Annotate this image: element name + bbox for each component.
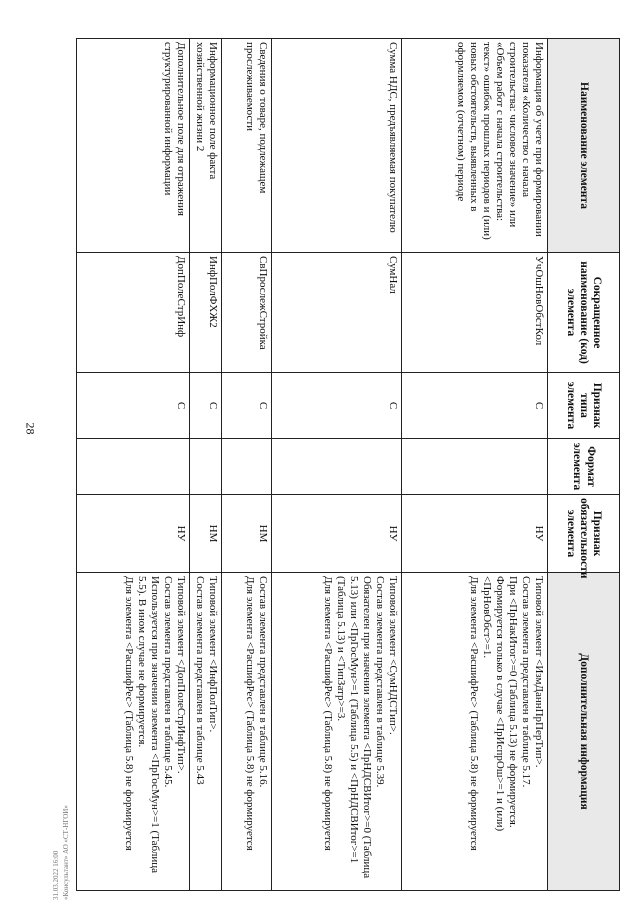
info-line: Для элемента <РасшифРес> (Таблица 5.8) не формируется [244, 576, 257, 851]
info-line: Состав элемента представлен в таблице 5.16. [257, 576, 269, 788]
cell-required-flag: НМ [222, 495, 272, 573]
cell-element-name: Информационное поле факта хозяйственной жизни 2 [190, 39, 222, 253]
page-number: 28 [23, 422, 38, 434]
cell-element-type: С [402, 373, 548, 439]
cell-element-format [222, 439, 272, 495]
footer-stamp [52, 760, 112, 900]
info-line: Используется при значении элемента <ПрГосМун>=1 (Таблица 5.5). В ином случае не формируется. [136, 576, 162, 873]
table-row [402, 39, 548, 891]
table-row [190, 39, 222, 891]
cell-additional-info [190, 573, 222, 891]
cell-element-name: Информация об учете при формировании показателя «Количество с начала строительства: числовое значение» или «Объем работ с начала строительства: текст» ошибок прошлых периодов и (или) новых обстоятельств, выявленных в оформляемом (отчетном) периоде [402, 39, 548, 253]
cell-element-name: Сведения о товаре, подлежащем прослеживаемости [222, 39, 272, 253]
info-line: Состав элемента представлен в таблице 5.17. [520, 576, 533, 788]
header-element-type: Признак типа элемента [548, 373, 620, 439]
elements-table [76, 38, 620, 891]
cell-element-type: С [272, 373, 402, 439]
footer-timestamp: 31.03.2022 16:00 [52, 850, 60, 900]
info-line: Для элемента <РасшифРес> (Таблица 5.8) не формируется [123, 576, 136, 851]
cell-element-format [77, 439, 190, 495]
header-short-code: Сокращенное наименование (код) элемента [548, 253, 620, 373]
cell-required-flag: НУ [272, 495, 402, 573]
info-line: Типовой элемент <ИнфПолТип>. [207, 576, 219, 733]
info-line: При <ПрНакИтог>=0 (Таблица 5.13) не формируется. [507, 576, 520, 828]
cell-short-code: ДопПолеСтрИнф [77, 253, 190, 373]
table-header-row [548, 39, 620, 891]
cell-additional-info [272, 573, 402, 891]
info-line: Для элемента <РасшифРес> (Таблица 5.8) не формируется [322, 576, 335, 851]
cell-element-format [402, 439, 548, 495]
info-line: Обязателен при значении элемента <ПрНДСВИтог>=0 (Таблица 5.13) или <ПрГосМун>=1 (Таблица 5.5) и <ПрНДСВИтог>=1 (Таблица 5.13) и <ТипЗатр>=3. [335, 576, 374, 879]
info-line: Типовой элемент <ДопПолеСтрИнфТип>. [175, 576, 187, 774]
info-line: Для элемента <РасшифРес> (Таблица 5.8) не формируется [468, 576, 481, 851]
cell-short-code: УчОшНовОбстКол [402, 253, 548, 373]
info-line: Состав элемента представлен в таблице 5.43 [194, 576, 207, 785]
table-row [272, 39, 402, 891]
header-required-flag: Признак обязательности элемента [548, 495, 620, 573]
cell-element-format [272, 439, 402, 495]
header-additional-info: Дополнительная информация [548, 573, 620, 891]
cell-additional-info [222, 573, 272, 891]
footer-source: «Консультант» АО «СТ-НГОИ» [62, 805, 70, 900]
header-element-format: Формат элемента [548, 439, 620, 495]
cell-element-format [190, 439, 222, 495]
cell-short-code: СумНал [272, 253, 402, 373]
cell-required-flag: НУ [402, 495, 548, 573]
cell-element-name: Дополнительное поле для отражения структурированной информации [77, 39, 190, 253]
cell-short-code: СвПрослежСтройка [222, 253, 272, 373]
cell-element-type: С [190, 373, 222, 439]
cell-element-type: С [77, 373, 190, 439]
table-row [222, 39, 272, 891]
info-line: Формируется только в случае <ПрИспрОш>=1 и (или) <ПрНовОбст>=1. [481, 576, 507, 832]
cell-short-code: ИнфПолФХЖ2 [190, 253, 222, 373]
info-line: Типовой элемент <СумНДСТип>. [387, 576, 399, 735]
info-line: Состав элемента представлен в таблице 5.45. [162, 576, 175, 788]
info-line: Типовой элемент <ИзмДаннПрПерТип>. [533, 576, 545, 768]
header-element-name: Наименование элемента [548, 39, 620, 253]
cell-element-type: С [222, 373, 272, 439]
cell-required-flag: НМ [190, 495, 222, 573]
cell-required-flag: НУ [77, 495, 190, 573]
document-table-frame [76, 38, 620, 890]
cell-additional-info [402, 573, 548, 891]
cell-element-name: Сумма НДС, предъявляемая покупателю [272, 39, 402, 253]
info-line: Состав элемента представлен в таблице 5.39. [374, 576, 387, 788]
